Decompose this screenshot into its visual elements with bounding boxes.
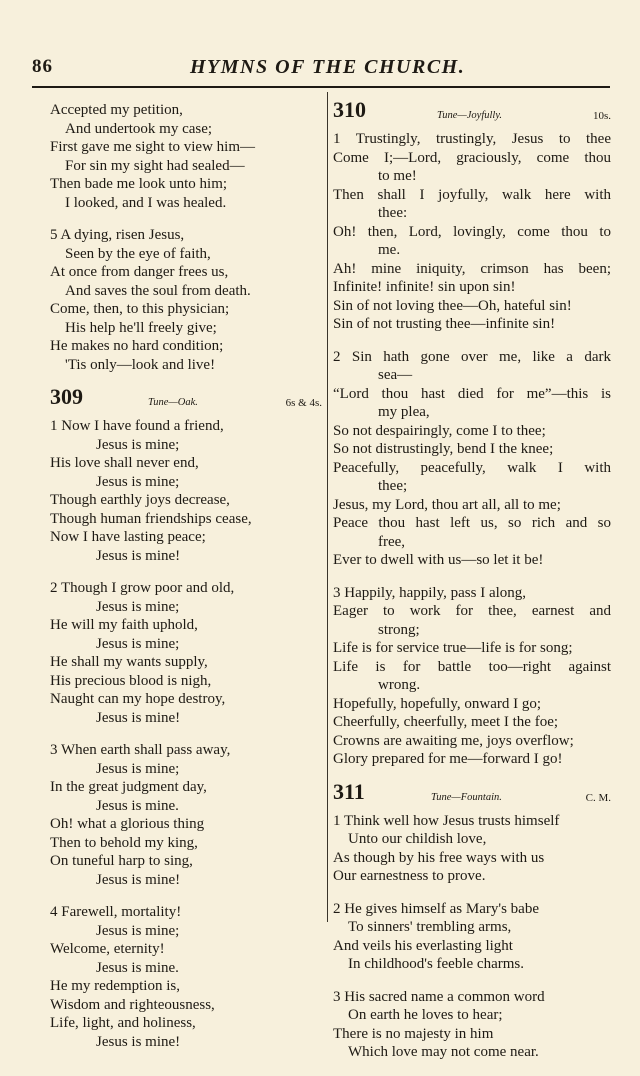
verse-line: Then to behold my king, <box>50 834 198 851</box>
verse-line: Jesus, my Lord, thou art all, all to me; <box>333 496 561 513</box>
verse-line: Jesus is mine; <box>96 598 180 615</box>
verse-line: Sin of not loving thee—Oh, hateful sin! <box>333 297 572 314</box>
verse-line: Jesus is mine. <box>96 797 179 814</box>
verse-line: Peace thou hast left us, so rich and so <box>333 515 611 531</box>
verse-line: In the great judgment day, <box>50 779 207 795</box>
verse-line: sea— <box>378 367 413 383</box>
verse-line: Jesus is mine. <box>96 959 179 976</box>
verse-line: Oh! what a glorious thing <box>50 816 205 832</box>
verse-line: In childhood's feeble charms. <box>348 956 524 972</box>
verse-line: For sin my sight had sealed— <box>65 157 245 174</box>
verse-line: Come, then, to this physician; <box>50 301 230 317</box>
verse-line: Then bade me look unto him; <box>50 176 228 192</box>
verse-line: 1 Now I have found a friend, <box>50 418 224 434</box>
verse-line: Accepted my petition, <box>50 102 183 118</box>
verse-line: Glory prepared for me—forward I go! <box>333 751 563 767</box>
verse-line: Jesus is mine; <box>96 922 180 939</box>
verse-line: me. <box>378 242 401 258</box>
verse-line: Jesus is mine! <box>96 871 181 888</box>
hymn-tune: Tune—Fountain. <box>431 791 502 803</box>
verse-line: He my redemption is, <box>50 978 180 994</box>
verse-line: 3 When earth shall pass away, <box>50 742 231 758</box>
verse-line: First gave me sight to view him— <box>50 139 255 155</box>
verse-line: So not despairingly, come I to thee; <box>333 422 546 439</box>
left-column <box>50 101 320 1065</box>
verse-line: His precious blood is nigh, <box>50 672 212 689</box>
running-title: HYMNS OF THE CHURCH. <box>190 56 466 78</box>
verse-line: Our earnestness to prove. <box>333 868 486 884</box>
verse-line: 'Tis only—look and live! <box>65 356 216 373</box>
verse-line: 2 Sin hath gone over me, like a dark <box>333 348 611 365</box>
hymn-309-header <box>50 384 322 414</box>
verse-line: 3 Happily, happily, pass I along, <box>333 584 527 601</box>
verse-line: thee: <box>378 205 408 221</box>
hymn-meter: 6s & 4s. <box>285 397 322 409</box>
hymn-continuation <box>50 101 320 374</box>
verse-line: Sin of not trusting thee—infinite sin! <box>333 316 556 332</box>
verse-line: my plea, <box>378 404 430 420</box>
verse-line: To sinners' trembling arms, <box>348 919 512 935</box>
verse-line: Oh! then, Lord, lovingly, come thou to <box>333 223 611 240</box>
hymn-309 <box>50 384 322 1051</box>
stanza <box>50 741 320 889</box>
verse-line: Jesus is mine; <box>96 635 180 652</box>
verse-line: Which love may not come near. <box>348 1044 539 1060</box>
verse-line: 4 Farewell, mortality! <box>50 904 182 920</box>
verse-line: Though human friendships cease, <box>50 510 252 527</box>
verse-line: And veils his everlasting light <box>333 937 513 954</box>
stanza <box>333 988 611 1062</box>
hymn-311 <box>333 778 611 1062</box>
verse-line: And undertook my case; <box>65 120 213 137</box>
verse-line: Jesus is mine! <box>96 1033 181 1050</box>
verse-line: His love shall never end, <box>50 455 199 471</box>
hymn-meter: 10s. <box>592 110 611 122</box>
verse-line: At once from danger frees us, <box>50 264 229 280</box>
stanza <box>333 584 611 769</box>
verse-line: He makes no hard condition; <box>50 338 224 354</box>
column-divider <box>327 92 328 922</box>
verse-line: Jesus is mine! <box>96 709 181 726</box>
right-column <box>333 97 611 1076</box>
stanza <box>333 348 611 570</box>
verse-line: Life is for battle too—right against <box>333 658 611 675</box>
stanza <box>50 579 320 727</box>
verse-line: Though earthly joys decrease, <box>50 492 230 508</box>
verse-line: 1 Think well how Jesus trusts himself <box>333 812 560 829</box>
hymn-meter: C. M. <box>585 791 611 804</box>
verse-line: Life is for service true—life is for song; <box>333 640 573 656</box>
verse-line: Naught can my hope destroy, <box>50 691 226 707</box>
verse-line: Wisdom and righteousness, <box>50 996 215 1013</box>
hymn-number: 309 <box>50 384 83 409</box>
hymn-number: 311 <box>333 778 365 804</box>
verse-line: to me! <box>378 168 417 184</box>
stanza <box>333 900 611 974</box>
verse-line: Life, light, and holiness, <box>50 1015 196 1031</box>
verse-line: Jesus is mine; <box>96 760 180 777</box>
verse-line: Crowns are awaiting me, joys overflow; <box>333 732 574 749</box>
verse-line: free, <box>378 533 406 550</box>
verse-line: Jesus is mine; <box>96 436 180 453</box>
verse-line: His help he'll freely give; <box>65 319 217 336</box>
verse-line: Ever to dwell with us—so let it be! <box>333 552 544 568</box>
verse-line: I looked, and I was healed. <box>65 194 227 211</box>
stanza <box>50 101 320 212</box>
verse-line: Now I have lasting peace; <box>50 529 206 545</box>
verse-line: On earth he loves to hear; <box>348 1007 503 1023</box>
verse-line: wrong. <box>378 677 421 693</box>
verse-line: Jesus is mine; <box>96 473 180 490</box>
stanza <box>50 903 320 1051</box>
hymn-311-header <box>333 778 611 809</box>
page-number: 86 <box>32 56 53 77</box>
verse-line: He shall my wants supply, <box>50 654 208 670</box>
verse-line: On tuneful harp to sing, <box>50 853 193 869</box>
verse-line: Then shall I joyfully, walk here with <box>333 186 611 203</box>
verse-line: 2 Though I grow poor and old, <box>50 580 235 596</box>
verse-line: And saves the soul from death. <box>65 282 251 299</box>
verse-line: Infinite! infinite! sin upon sin! <box>333 279 516 295</box>
stanza <box>50 417 320 565</box>
verse-line: Unto our childish love, <box>348 831 487 847</box>
verse-line: As though by his free ways with us <box>333 849 545 866</box>
verse-line: Ah! mine iniquity, crimson has been; <box>333 260 611 277</box>
verse-line: Eager to work for thee, earnest and <box>333 603 611 619</box>
verse-line: “Lord thou hast died for me”—this is <box>333 385 611 402</box>
verse-line: Peacefully, peacefully, walk I with <box>333 459 611 476</box>
stanza <box>50 226 320 374</box>
verse-line: Jesus is mine! <box>96 547 181 564</box>
verse-line: 1 Trustingly, trustingly, Jesus to thee <box>333 131 611 147</box>
stanza <box>333 130 611 334</box>
hymn-310-header <box>333 97 611 127</box>
verse-line: Come I;—Lord, graciously, come thou <box>333 149 611 166</box>
header-rule <box>32 86 610 88</box>
stanza <box>333 812 611 886</box>
verse-line: Hopefully, hopefully, onward I go; <box>333 695 542 712</box>
verse-line: strong; <box>378 621 420 638</box>
hymn-310 <box>333 97 611 769</box>
hymn-tune: Tune—Joyfully. <box>437 110 503 121</box>
verse-line: thee; <box>378 478 408 494</box>
verse-line: He will my faith uphold, <box>50 617 198 633</box>
verse-line: 3 His sacred name a common word <box>333 988 545 1005</box>
hymn-tune: Tune—Oak. <box>148 397 198 408</box>
verse-line: So not distrustingly, bend I the knee; <box>333 441 554 457</box>
verse-line: 5 A dying, risen Jesus, <box>50 227 185 243</box>
verse-line: Seen by the eye of faith, <box>65 245 211 262</box>
verse-line: There is no majesty in him <box>333 1025 494 1042</box>
verse-line: 2 He gives himself as Mary's babe <box>333 900 539 917</box>
verse-line: Welcome, eternity! <box>50 941 165 957</box>
hymn-number: 310 <box>333 97 366 122</box>
verse-line: Cheerfully, cheerfully, meet I the foe; <box>333 714 559 730</box>
